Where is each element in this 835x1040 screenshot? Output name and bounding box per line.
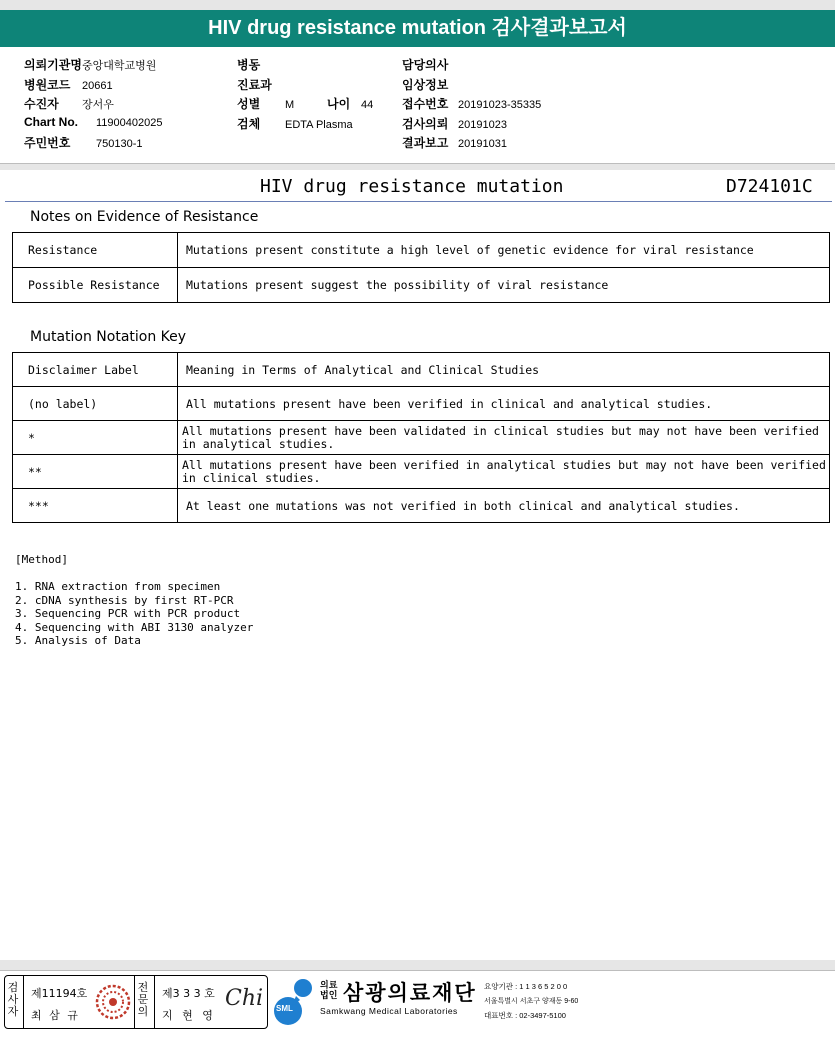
info-row: [237, 56, 373, 76]
specialist-name: 지 현 영: [162, 1009, 216, 1022]
table-row: [13, 233, 830, 268]
table-row: [13, 489, 830, 523]
lab-address: 서울특별시 서초구 양재동 9-60: [484, 998, 579, 1005]
evidence-table: [12, 232, 830, 303]
examiner-name: 최 삼 규: [31, 1009, 80, 1022]
info-row: [402, 76, 541, 96]
info-value: 11900402025: [96, 116, 163, 129]
info-value: EDTA Plasma: [285, 118, 353, 131]
method-list: [15, 580, 253, 648]
info-label: 수진자: [24, 97, 59, 111]
table-cell-label: *: [13, 421, 178, 455]
patient-info-col1: [24, 56, 162, 154]
title-underline: [5, 201, 832, 202]
legal-entity-label: [320, 980, 337, 1000]
agency-code: 요양기관 : 1 1 3 6 5 2 0 0: [484, 982, 568, 991]
info-label: 담당의사: [402, 58, 449, 72]
table-cell-text: Mutations present suggest the possibility of viral resistance: [178, 268, 830, 303]
table-cell-text: All mutations present have been verified in analytical studies but may not have been verified in clinical studies.: [178, 455, 830, 489]
info-row: [402, 95, 541, 115]
divider: [134, 976, 135, 1028]
info-row: [402, 56, 541, 76]
footer-divider: [0, 960, 835, 971]
info-row: [237, 95, 373, 115]
table-row: [13, 353, 830, 387]
info-value: 장서우: [82, 99, 114, 111]
info-label: 병원코드: [24, 77, 71, 92]
lab-name-english: Samkwang Medical Laboratories: [320, 1006, 458, 1016]
info-label: 병동: [237, 58, 261, 72]
table-cell-label: Disclaimer Label: [13, 353, 178, 387]
signature-box: [4, 975, 268, 1029]
info-row: [24, 115, 162, 135]
patient-info-col3: [402, 56, 541, 154]
info-label: 임상정보: [402, 77, 449, 92]
specialist-license-no: 제3 3 3 호: [162, 987, 215, 1000]
info-value: 750130-1: [96, 138, 143, 150]
table-row: [13, 268, 830, 303]
section-divider: [0, 163, 835, 170]
info-value: 20191031: [458, 138, 507, 150]
specialist-signature: Chi: [225, 986, 264, 1011]
table-cell-label: (no label): [13, 387, 178, 421]
lab-name-korean: 삼광의료재단: [343, 982, 477, 1005]
info-label: 결과보고: [402, 136, 449, 150]
table-cell-label: Resistance: [13, 233, 178, 268]
table-cell-text: Meaning in Terms of Analytical and Clinical Studies: [178, 353, 830, 387]
sml-logo-icon: [270, 976, 318, 1026]
info-value: M: [285, 99, 295, 111]
notation-heading: Mutation Notation Key: [30, 329, 187, 345]
info-row: [24, 76, 162, 96]
table-cell-label: Possible Resistance: [13, 268, 178, 303]
report-banner-title: HIV drug resistance mutation 검사결과보고서: [0, 10, 835, 47]
info-row: [237, 115, 373, 135]
info-label: 검사의뢰: [402, 116, 449, 131]
method-step: 4. Sequencing with ABI 3130 analyzer: [15, 620, 254, 634]
info-value: 20191023-35335: [458, 99, 542, 111]
method-step: 5. Analysis of Data: [15, 634, 141, 647]
info-label: 의뢰기관명: [24, 58, 82, 72]
info-row: [402, 134, 541, 154]
table-row: [13, 455, 830, 489]
divider: [23, 976, 24, 1028]
info-row: [237, 76, 373, 96]
info-row: [24, 95, 162, 115]
table-cell-text: All mutations present have been validated in clinical studies but may not have been verified in analytical studies.: [178, 421, 830, 455]
table-cell-label: **: [13, 455, 178, 489]
examiner-seal-icon: [95, 984, 131, 1020]
specialist-label: 전 문 의: [137, 981, 149, 1018]
divider: [154, 976, 155, 1028]
table-cell-text: At least one mutations was not verified in both clinical and analytical studies.: [178, 489, 830, 523]
age-value: 44: [361, 99, 374, 111]
legal-line: 법인: [320, 990, 338, 1000]
method-step: 2. cDNA synthesis by first RT-PCR: [15, 593, 234, 607]
lab-phone: 대표번호 : 02-3497-5100: [484, 1011, 566, 1020]
table-row: [13, 421, 830, 455]
info-value: 20191023: [458, 118, 507, 131]
table-row: [13, 387, 830, 421]
examiner-license-no: 제11194호: [31, 987, 88, 1000]
table-cell-text: All mutations present have been verified in clinical and analytical studies.: [178, 387, 830, 421]
table-cell-label: ***: [13, 489, 178, 523]
evidence-heading: Notes on Evidence of Resistance: [30, 209, 259, 225]
method-step: 1. RNA extraction from specimen: [15, 580, 221, 593]
info-row: [402, 115, 541, 135]
report-test-name: HIV drug resistance mutation: [260, 176, 564, 197]
examiner-label: 검 사 자: [7, 981, 19, 1018]
info-label: 진료과: [237, 77, 272, 92]
info-value: 중앙대학교병원: [82, 60, 157, 72]
info-label: 주민번호: [24, 136, 71, 150]
logo-abbr: SML: [276, 1004, 293, 1013]
method-step: 3. Sequencing PCR with PCR product: [15, 607, 241, 620]
info-label: Chart No.: [24, 114, 78, 129]
info-label: 검체: [237, 116, 261, 131]
notation-table: [12, 352, 830, 523]
age-label: 나이: [327, 97, 351, 111]
info-value: 20661: [82, 79, 113, 92]
info-row: [24, 134, 162, 154]
top-strip: [0, 0, 835, 10]
legal-line: 의료: [320, 980, 338, 990]
method-heading: [Method]: [15, 553, 68, 566]
patient-info-col2: [237, 56, 373, 134]
table-cell-text: Mutations present constitute a high level of genetic evidence for viral resistance: [178, 233, 830, 268]
info-label: 접수번호: [402, 97, 449, 111]
info-label: 성별: [237, 97, 261, 111]
report-test-code: D724101C: [726, 176, 813, 197]
info-row: [24, 56, 162, 76]
